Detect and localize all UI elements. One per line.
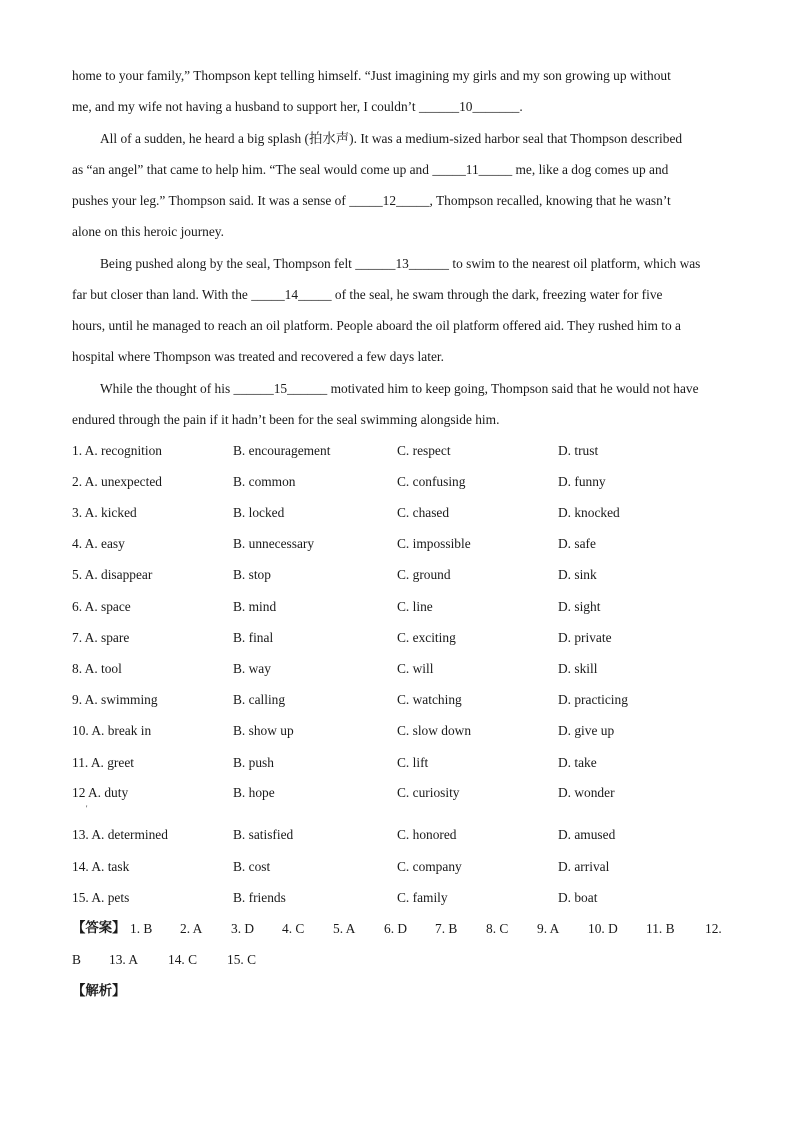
- option-a: 15. A. pets: [72, 890, 130, 905]
- answer-item: 9. A: [537, 921, 560, 936]
- passage-line: Being pushed along by the seal, Thompson felt ______13______ to swim to the nearest oil platform, which was: [100, 256, 701, 271]
- answer-item: 11. B: [646, 921, 675, 936]
- passage-line: endured through the pain if it hadn’t been for the seal swimming alongside him.: [72, 412, 500, 427]
- option-b: B. show up: [233, 723, 294, 738]
- option-d: D. trust: [558, 443, 599, 458]
- option-c: C. line: [397, 599, 433, 614]
- answer-item: 10. D: [588, 921, 618, 936]
- option-a: 5. A. disappear: [72, 567, 153, 582]
- option-b: B. final: [233, 630, 274, 645]
- option-b: B. calling: [233, 692, 286, 707]
- passage-line: me, and my wife not having a husband to support her, I couldn’t ______10_______.: [72, 99, 523, 114]
- blank-11: _____11_____: [432, 162, 513, 177]
- option-b: B. hope: [233, 785, 275, 800]
- option-a: 4. A. easy: [72, 536, 125, 551]
- answer-item: 12.: [705, 921, 722, 936]
- option-b: B. satisfied: [233, 827, 294, 842]
- passage-line: as “an angel” that came to help him. “The seal would come up and _____11_____ me, like a dog comes up and: [72, 162, 669, 177]
- option-c: C. curiosity: [397, 785, 460, 800]
- option-d: D. amused: [558, 827, 616, 842]
- option-c: C. impossible: [397, 536, 471, 551]
- answer-item: 7. B: [435, 921, 458, 936]
- option-c: C. lift: [397, 755, 429, 770]
- passage-line: While the thought of his ______15______ motivated him to keep going, Thompson said that he would not have: [100, 381, 699, 396]
- option-d: D. arrival: [558, 859, 610, 874]
- answer-item: 5. A: [333, 921, 356, 936]
- option-d: D. sink: [558, 567, 597, 582]
- option-a: 7. A. spare: [72, 630, 130, 645]
- option-b: B. friends: [233, 890, 286, 905]
- answer-item: 4. C: [282, 921, 305, 936]
- option-c: C. respect: [397, 443, 451, 458]
- option-a: 8. A. tool: [72, 661, 122, 676]
- option-d: D. wonder: [558, 785, 615, 800]
- passage-line: far but closer than land. With the _____14_____ of the seal, he swam through the dark, freezing water for five: [72, 287, 663, 302]
- option-d: D. take: [558, 755, 597, 770]
- option-c: C. family: [397, 890, 448, 905]
- option-a: 13. A. determined: [72, 827, 168, 842]
- option-a: 2. A. unexpected: [72, 474, 162, 489]
- answer-item: B: [72, 952, 81, 967]
- option-b: B. way: [233, 661, 271, 676]
- analysis-label: 【解析】: [72, 984, 126, 999]
- option-d: D. sight: [558, 599, 601, 614]
- answer-item: 1. B: [130, 921, 153, 936]
- option-d: D. skill: [558, 661, 598, 676]
- option-a: 3. A. kicked: [72, 505, 137, 520]
- option-b: B. cost: [233, 859, 271, 874]
- option-a: 11. A. greet: [72, 755, 134, 770]
- option-c: C. slow down: [397, 723, 472, 738]
- option-d: D. give up: [558, 723, 615, 738]
- answer-item: 13. A: [109, 952, 139, 967]
- passage-line: pushes your leg.” Thompson said. It was a sense of _____12_____, Thompson recalled, knowing that he wasn’t: [72, 193, 671, 208]
- option-d: D. boat: [558, 890, 598, 905]
- answer-item: 15. C: [227, 952, 257, 967]
- option-d: D. private: [558, 630, 612, 645]
- stray-mark: ': [86, 804, 88, 813]
- option-a: 1. A. recognition: [72, 443, 163, 458]
- option-a: 12 A. duty: [72, 785, 129, 800]
- blank-13: ______13______: [355, 256, 449, 271]
- option-a: 14. A. task: [72, 859, 130, 874]
- option-c: C. watching: [397, 692, 462, 707]
- blank-12: _____12_____: [349, 193, 430, 208]
- option-c: C. confusing: [397, 474, 466, 489]
- option-b: B. locked: [233, 505, 285, 520]
- passage-line: hospital where Thompson was treated and recovered a few days later.: [72, 349, 444, 364]
- option-c: C. chased: [397, 505, 450, 520]
- passage-line: hours, until he managed to reach an oil platform. People aboard the oil platform offered aid. They rushed him to a: [72, 318, 681, 333]
- option-d: D. practicing: [558, 692, 628, 707]
- answer-item: 2. A: [180, 921, 203, 936]
- blank-14: _____14_____: [251, 287, 332, 302]
- option-b: B. push: [233, 755, 274, 770]
- option-b: B. stop: [233, 567, 271, 582]
- option-b: B. encouragement: [233, 443, 331, 458]
- option-c: C. company: [397, 859, 462, 874]
- passage-line: All of a sudden, he heard a big splash (拍水声). It was a medium-sized harbor seal that Thompson described: [100, 131, 683, 146]
- answer-label: 【答案】: [72, 921, 126, 936]
- option-c: C. exciting: [397, 630, 456, 645]
- option-a: 6. A. space: [72, 599, 131, 614]
- option-c: C. ground: [397, 567, 451, 582]
- answer-item: 3. D: [231, 921, 255, 936]
- blank-10: ______10_______: [418, 99, 520, 114]
- option-b: B. unnecessary: [233, 536, 315, 551]
- passage-line: alone on this heroic journey.: [72, 224, 224, 239]
- option-c: C. honored: [397, 827, 457, 842]
- option-c: C. will: [397, 661, 434, 676]
- blank-15: ______15______: [233, 381, 328, 396]
- answer-item: 8. C: [486, 921, 509, 936]
- option-b: B. mind: [233, 599, 277, 614]
- option-a: 9. A. swimming: [72, 692, 158, 707]
- answer-item: 6. D: [384, 921, 408, 936]
- option-a: 10. A. break in: [72, 723, 152, 738]
- option-d: D. funny: [558, 474, 606, 489]
- passage-line: home to your family,” Thompson kept telling himself. “Just imagining my girls and my son growing up without: [72, 68, 671, 83]
- option-d: D. safe: [558, 536, 596, 551]
- answer-item: 14. C: [168, 952, 198, 967]
- option-d: D. knocked: [558, 505, 620, 520]
- option-b: B. common: [233, 474, 296, 489]
